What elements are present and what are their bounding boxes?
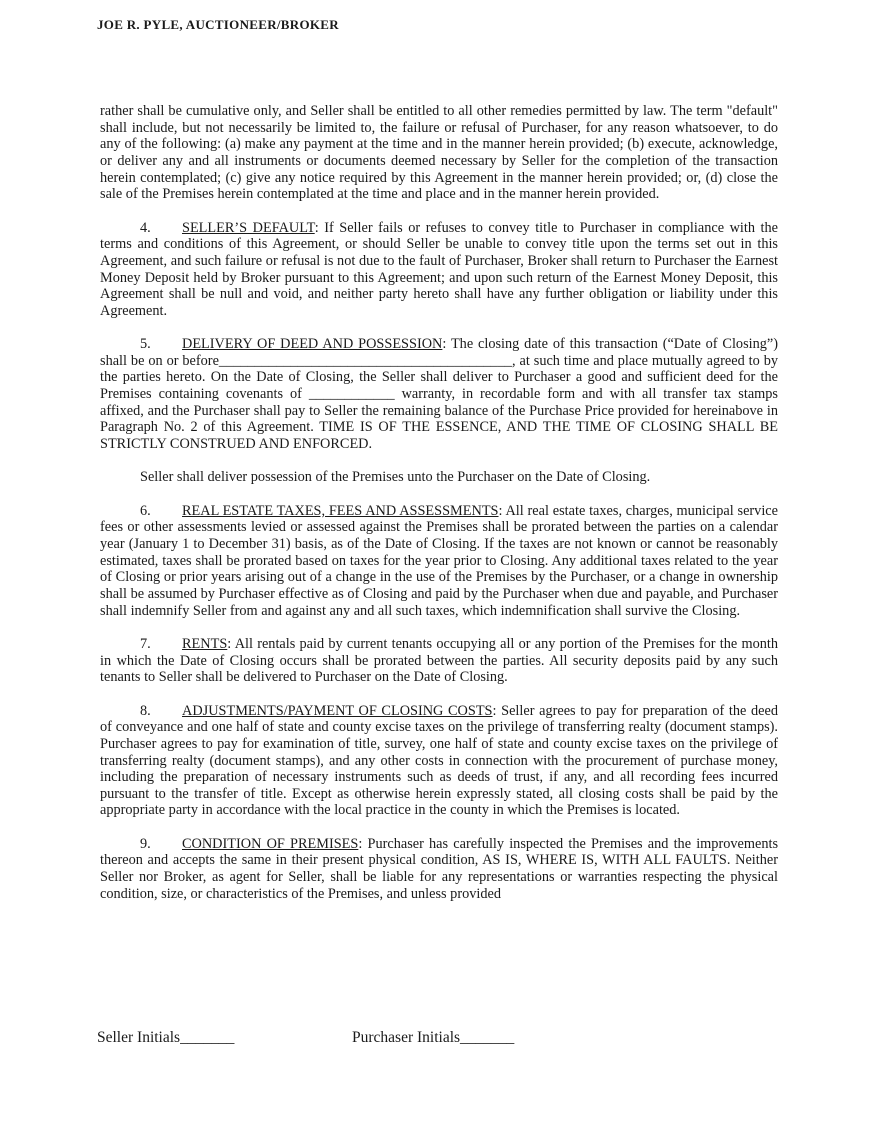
paragraph-8-closing-costs: [100, 703, 778, 820]
paragraph-heading: REAL ESTATE TAXES, FEES AND ASSESSMENTS: [182, 502, 499, 519]
initials-footer: [97, 1029, 787, 1053]
paragraph-text: : All real estate taxes, charges, municipal service fees or other assessments levied or assessed against the Premises shall be prorated between the parties on a calendar year (January 1 to December 31) basis, as of the Date of Closing. If the taxes are not known or cannot be reasonably estimated, taxes shall be prorated based on taxes for the year prior to Closing. Any additional taxes related to the year of Closing or prior years arising out of a change in the use of the Premises by the Purchaser, or a change in ownership shall be assumed by Purchaser effective as of Closing and paid by the Purchaser when due and payable, and Purchaser shall indemnify Seller from and against any and all such taxes, which indemnification shall survive the Closing.: [100, 502, 778, 619]
paragraph-heading: DELIVERY OF DEED AND POSSESSION: [182, 336, 443, 353]
paragraph-4-sellers-default: [100, 220, 778, 320]
purchaser-initials: [352, 1029, 514, 1047]
paragraph-number: 9.: [140, 835, 151, 852]
paragraph-text: rather shall be cumulative only, and Seller shall be entitled to all other remedies permitted by law. The term "default" shall include, but not necessarily be limited to, the failure or refusal of Purchaser, for any reason whatsoever, to do any of the following: (a) make any payment at the time and in the manner herein provided; (b) execute, acknowledge, or deliver any and all instruments or documents deemed necessary by Seller for the completion of the transaction herein contemplated; (c) give any notice required by this Agreement in the manner herein provided; or, (d) close the sale of the Premises herein contemplated at the time and place and in the manner herein provided.: [100, 103, 778, 203]
document-header: JOE R. PYLE, AUCTIONEER/BROKER: [97, 17, 339, 32]
paragraph-heading: ADJUSTMENTS/PAYMENT OF CLOSING COSTS: [182, 702, 493, 719]
paragraph-number: 8.: [140, 702, 151, 719]
paragraph-5-delivery-of-deed: [100, 336, 778, 453]
purchaser-initials-label: Purchaser Initials: [352, 1029, 461, 1046]
paragraph-number: 7.: [140, 635, 151, 652]
paragraph-number: 5.: [140, 336, 151, 353]
paragraph-9-condition-of-premises: [100, 836, 778, 903]
seller-initials-blank[interactable]: _______: [180, 1029, 235, 1046]
seller-initials-label: Seller Initials: [97, 1029, 181, 1046]
paragraph-heading: SELLER’S DEFAULT: [182, 219, 315, 236]
paragraph-text: : The closing date of this transaction (“Date of Closing”) shall be on or before_________________________________________, at such time and place mutually agreed to by the parties hereto. On the Date of Closing, the Seller shall deliver to Purchaser a good and sufficient deed for the Premises containing covenants of ____________ warranty, in recordable form and with all transfer tax stamps affixed, and the Purchaser shall pay to Seller the remaining balance of the Purchase Price provided for hereinabove in Paragraph No. 2 of this Agreement. TIME IS OF THE ESSENCE, AND THE TIME OF CLOSING SHALL BE STRICTLY CONSTRUED AND ENFORCED.: [100, 336, 779, 453]
paragraph-continuation: [100, 103, 778, 203]
paragraph-possession-sentence: [100, 469, 778, 486]
purchaser-initials-blank[interactable]: _______: [460, 1029, 515, 1046]
paragraph-number: 4.: [140, 219, 151, 236]
paragraph-text: Seller shall deliver possession of the Premises unto the Purchaser on the Date of Closing.: [140, 469, 651, 486]
paragraph-text: : Purchaser has carefully inspected the Premises and the improvements thereon and accepts the same in their present physical condition, AS IS, WHERE IS, WITH ALL FAULTS. Neither Seller nor Broker, as agent for Seller, shall be liable for any representations or warranties respecting the physical condition, size, or characteristics of the Premises, and unless provided: [100, 835, 779, 902]
paragraph-heading: RENTS: [182, 635, 228, 652]
paragraph-7-rents: [100, 636, 778, 686]
paragraph-text: : If Seller fails or refuses to convey title to Purchaser in compliance with the terms and conditions of this Agreement, or should Seller be unable to convey title upon the terms set out in this Agreement, and such failure or refusal is not due to the fault of Purchaser, Broker shall return to Purchaser the Earnest Money Deposit held by Broker pursuant to this Agreement; and upon such return of the Earnest Money Deposit, this Agreement shall be null and void, and neither party hereto shall have any further obligation or liability under this Agreement.: [100, 219, 778, 319]
paragraph-text: : All rentals paid by current tenants occupying all or any portion of the Premises for the month in which the Date of Closing occurs shall be prorated between the parties. All security deposits paid by any such tenants to Seller shall be delivered to Purchaser on the Date of Closing.: [100, 635, 778, 686]
paragraph-number: 6.: [140, 502, 151, 519]
paragraph-heading: CONDITION OF PREMISES: [182, 835, 359, 852]
paragraph-6-real-estate-taxes: [100, 503, 778, 620]
paragraph-text: : Seller agrees to pay for preparation of the deed of conveyance and one half of state and county excise taxes on the privilege of transferring realty (document stamps). Purchaser agrees to pay for examination of title, survey, one half of state and county excise taxes on the privilege of transferring realty (document stamps), and any other costs in connection with the procurement of purchase money, including the preparation of necessary instruments such as deeds of trust, if any, and all recording fees incurred pursuant to the transfer of title. Except as otherwise herein expressly stated, all closing costs shall be paid by the appropriate party in accordance with the local practice in the county in which the Premises is located.: [100, 702, 778, 819]
seller-initials: [97, 1029, 234, 1047]
document-body: [100, 103, 778, 919]
